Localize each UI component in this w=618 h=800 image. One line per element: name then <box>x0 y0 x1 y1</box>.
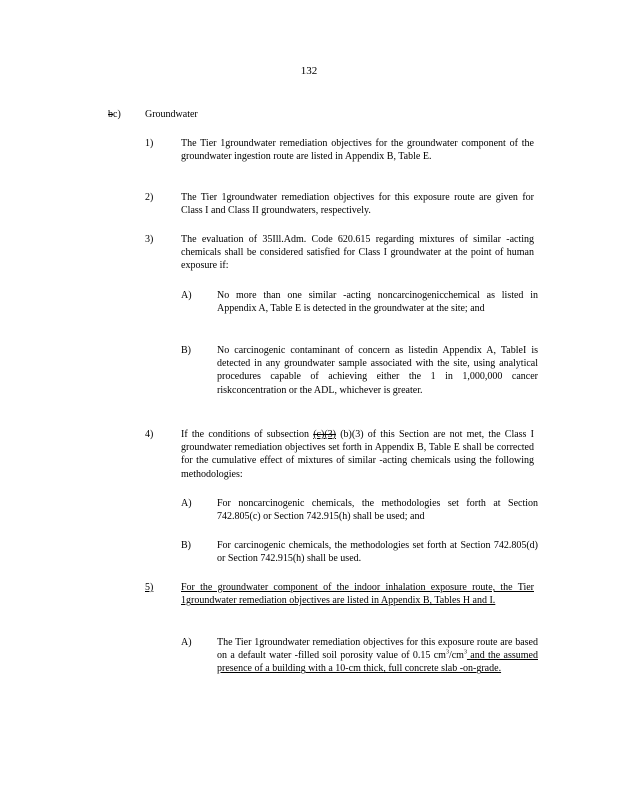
item-text-inserted: For the groundwater component of the indoor inhalation exposure route, the Tier 1groundwater remediation objectives are listed in Appendix B, Tables H and I. <box>181 582 534 607</box>
item-number: 5) <box>145 582 154 593</box>
item-text: No more than one similar -acting noncarcinogenicchemical as listed in Appendix A, Table E is detected in the groundwater at the site; and <box>217 290 538 315</box>
item-number: 1) <box>145 138 154 149</box>
item-text: No carcinogenic contaminant of concern as listedin Appendix A, TableI is detected in any groundwater sample associated with the site, using analytical procedures capable of achieving either the 1 in 1,000,000 cancer riskconcentration or the ADL, whichever is greater. <box>217 345 538 396</box>
item-text: For carcinogenic chemicals, the methodologies set forth at Section 742.805(d) or Section 742.915(h) shall be used. <box>217 540 538 565</box>
item-number: A) <box>181 637 192 648</box>
section-title: Groundwater <box>145 109 198 120</box>
item-number: B) <box>181 540 191 551</box>
item-number: A) <box>181 290 192 301</box>
item-number: 4) <box>145 429 154 440</box>
item-text: The evaluation of 35Ill.Adm. Code 620.615 regarding mixtures of similar -acting chemicals shall be considered satisfied for Class I groundwater at the point of human exposure if: <box>181 234 534 272</box>
deleted-reference: (c)(3) <box>313 429 336 440</box>
section-label-current: c) <box>113 109 121 120</box>
page-number: 132 <box>300 65 318 77</box>
item-text: The Tier 1groundwater remediation objectives for this exposure route are given for Class I and Class II groundwaters, respectively. <box>181 192 534 217</box>
section-label-deleted: b <box>108 109 113 120</box>
item-number: 3) <box>145 234 154 245</box>
item-number: B) <box>181 345 191 356</box>
item-number: 2) <box>145 192 154 203</box>
section-label <box>108 108 121 121</box>
item-text: For noncarcinogenic chemicals, the methodologies set forth at Section 742.805(c) or Section 742.915(h) shall be used; and <box>217 498 538 523</box>
item-text: The Tier 1groundwater remediation objectives for this exposure route are based on a default water -filled soil porosity value of 0.15 $cm^3/cm^3$ and the assumed presence of a building with a 10-cm thick, full concrete slab -on-grade. <box>217 637 538 675</box>
item-text: If the conditions of subsection (c)(3) (b)(3) of this Section are not met, the Class I groundwater remediation objectives set forth in Appendix B, Table E shall be corrected for the cumulative effect of mixtures of similar -acting chemicals using the following methodologies: <box>181 429 535 480</box>
item-number: A) <box>181 498 192 509</box>
item-text: The Tier 1groundwater remediation objectives for the groundwater component of the groundwater ingestion route are listed in Appendix B, Table E. <box>181 138 534 163</box>
